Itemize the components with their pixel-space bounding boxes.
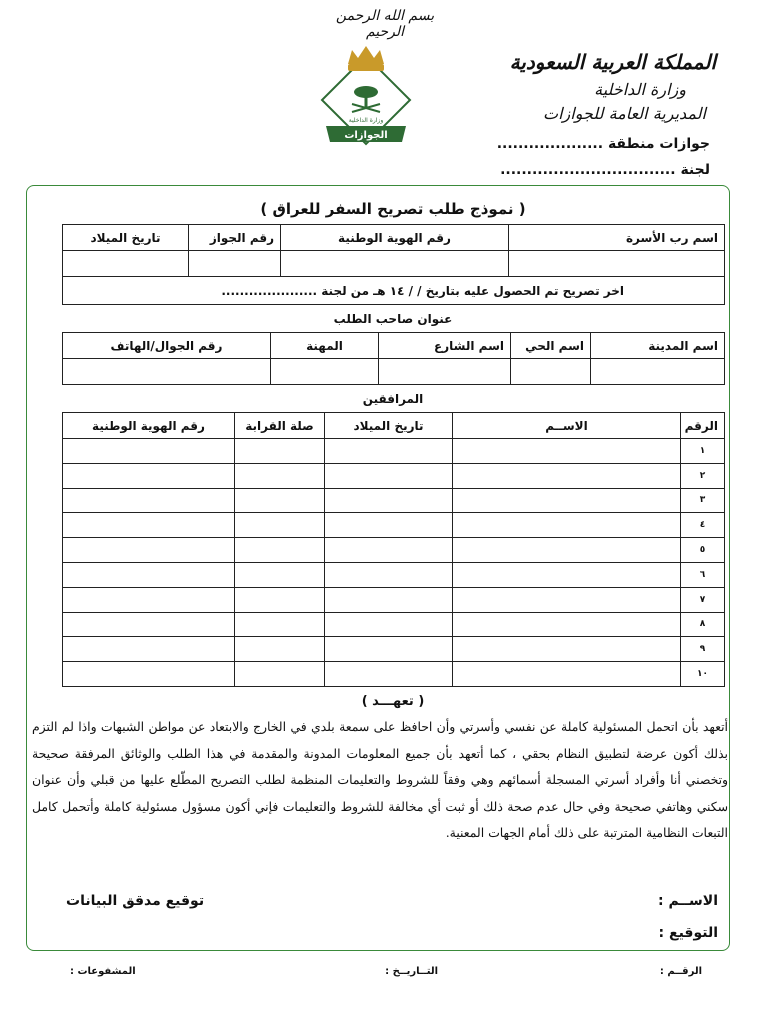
national-id-input[interactable] [281, 251, 509, 277]
table-row [63, 562, 725, 587]
table-row [63, 488, 725, 513]
col-name: الاســم [453, 413, 681, 439]
companion-cell[interactable] [63, 463, 235, 488]
name-label[interactable]: الاســم : [657, 893, 718, 909]
companion-cell[interactable] [325, 538, 453, 563]
companion-cell[interactable] [453, 562, 681, 587]
companion-cell[interactable] [325, 562, 453, 587]
companion-cell[interactable] [453, 637, 681, 662]
companion-rows [63, 439, 725, 687]
phone-input[interactable] [63, 359, 271, 385]
col-birth-date: تاريخ الميلاد [63, 225, 189, 251]
form-title: ( نموذج طلب تصريح السفر للعراق ) [260, 200, 526, 218]
row-number: ٢ [681, 463, 725, 488]
table-row [63, 612, 725, 637]
companion-cell[interactable] [63, 662, 235, 687]
companion-cell[interactable] [453, 463, 681, 488]
table-row [63, 662, 725, 687]
passports-logo [318, 42, 414, 158]
table-row [63, 538, 725, 563]
col-companion-id: رقم الهوية الوطنية [63, 413, 235, 439]
col-head-of-family: اسم رب الأسرة [509, 225, 725, 251]
companion-cell[interactable] [63, 562, 235, 587]
companion-cell[interactable] [63, 439, 235, 464]
companion-cell[interactable] [235, 538, 325, 563]
col-street: اسم الشارع [379, 333, 511, 359]
city-input[interactable] [591, 359, 725, 385]
companion-cell[interactable] [325, 513, 453, 538]
companion-cell[interactable] [63, 513, 235, 538]
col-profession: المهنة [271, 333, 379, 359]
companion-cell[interactable] [235, 587, 325, 612]
col-phone: رقم الجوال/الهاتف [63, 333, 271, 359]
district-input[interactable] [511, 359, 591, 385]
table-row [63, 513, 725, 538]
companion-cell[interactable] [235, 562, 325, 587]
companion-cell[interactable] [235, 463, 325, 488]
passport-number-input[interactable] [189, 251, 281, 277]
pledge-text: أتعهد بأن اتحمل المسئولية كاملة عن نفسي وأسرتي وأن احافظ على سمعة بلدي في الخارج والابتعاد عن مواطن الشبهات واذا لم التزم بذلك أكون عرضة لتطبيق النظام بحقي ، كما أتعهد بأن جميع المعلومات المدونة والمقدمة في هذا الطلب والوثائق المرفقة صحيحة وتخصني أنا وأفراد أسرتي المسجلة أسمائهم وهي وفقاً للشروط والتعليمات المنظمة لطلب التصريح المطّلع عليها من قبلي وأن عنوان سكني وهاتفي صحيحة وفي حال عدم صحة ذلك أو ثبت أي مخالفة للشروط والتعليمات فإني أكون مسؤول مسئولية كاملة وأتحمل كامل التبعات النظامية المترتبة على ذلك أمام الجهات المعنية. [32, 719, 728, 840]
footer-attachments: المشفوعات : [70, 966, 136, 977]
row-number: ٥ [681, 538, 725, 563]
companion-cell[interactable] [235, 488, 325, 513]
companion-cell[interactable] [325, 662, 453, 687]
directorate-name: المديرية العامة للجوازات [543, 104, 706, 123]
row-number: ١٠ [681, 662, 725, 687]
auditor-signature-label[interactable]: توقيع مدقق البيانات [66, 893, 205, 909]
col-city: اسم المدينة [591, 333, 725, 359]
profession-input[interactable] [271, 359, 379, 385]
companion-cell[interactable] [453, 488, 681, 513]
companion-cell[interactable] [235, 439, 325, 464]
footer-date: التــاريــخ : [385, 966, 438, 977]
companion-cell[interactable] [325, 463, 453, 488]
col-number: الرقم [681, 413, 725, 439]
col-passport-number: رقم الجواز [189, 225, 281, 251]
row-number: ١ [681, 439, 725, 464]
companions-table [62, 412, 725, 687]
birth-date-input[interactable] [63, 251, 189, 277]
companion-cell[interactable] [235, 612, 325, 637]
last-permit-row[interactable]: اخر تصريح تم الحصول عليه بتاريخ / / ١٤ هـ من لجنة ..................... [63, 277, 725, 305]
companion-cell[interactable] [453, 612, 681, 637]
companion-cell[interactable] [325, 587, 453, 612]
street-input[interactable] [379, 359, 511, 385]
ministry-name: وزارة الداخلية [594, 80, 686, 99]
companion-cell[interactable] [453, 513, 681, 538]
companion-cell[interactable] [453, 587, 681, 612]
row-number: ٣ [681, 488, 725, 513]
companion-cell[interactable] [235, 513, 325, 538]
companion-cell[interactable] [453, 538, 681, 563]
logo-subtext: وزارة الداخلية [348, 117, 384, 124]
table-row [63, 463, 725, 488]
head-of-family-input[interactable] [509, 251, 725, 277]
companion-cell[interactable] [453, 439, 681, 464]
companion-cell[interactable] [63, 637, 235, 662]
companion-cell[interactable] [63, 538, 235, 563]
companion-cell[interactable] [63, 612, 235, 637]
companion-cell[interactable] [325, 612, 453, 637]
footer-number: الرقــم : [659, 966, 702, 977]
companion-cell[interactable] [453, 662, 681, 687]
kingdom-name: المملكة العربية السعودية [509, 50, 716, 74]
address-title: عنوان صاحب الطلب [333, 312, 453, 326]
committee-field[interactable]: لجنة ................................. [500, 162, 710, 178]
table-row [63, 439, 725, 464]
companion-cell[interactable] [325, 637, 453, 662]
col-companion-birth-date: تاريخ الميلاد [325, 413, 453, 439]
companion-cell[interactable] [63, 587, 235, 612]
col-relationship: صلة القرابة [235, 413, 325, 439]
pledge-title: ( تعهـــد ) [361, 694, 425, 709]
companions-title: المرافقين [362, 392, 424, 406]
table-row [63, 587, 725, 612]
col-district: اسم الحي [511, 333, 591, 359]
row-number: ٨ [681, 612, 725, 637]
col-national-id: رقم الهوية الوطنية [281, 225, 509, 251]
companion-cell[interactable] [325, 488, 453, 513]
address-table [62, 332, 725, 385]
region-field[interactable]: جوازات منطقة .................... [496, 136, 710, 152]
companion-cell[interactable] [235, 637, 325, 662]
row-number: ٩ [681, 637, 725, 662]
companion-cell[interactable] [63, 488, 235, 513]
logo-text: الجوازات [344, 130, 388, 141]
table-row [63, 637, 725, 662]
companion-cell[interactable] [325, 439, 453, 464]
row-number: ٤ [681, 513, 725, 538]
row-number: ٦ [681, 562, 725, 587]
applicant-table [62, 224, 725, 305]
companion-cell[interactable] [235, 662, 325, 687]
row-number: ٧ [681, 587, 725, 612]
basmala: بسم الله الرحمن الرحيم [335, 8, 435, 40]
signature-label[interactable]: التوقيع : [658, 925, 718, 941]
